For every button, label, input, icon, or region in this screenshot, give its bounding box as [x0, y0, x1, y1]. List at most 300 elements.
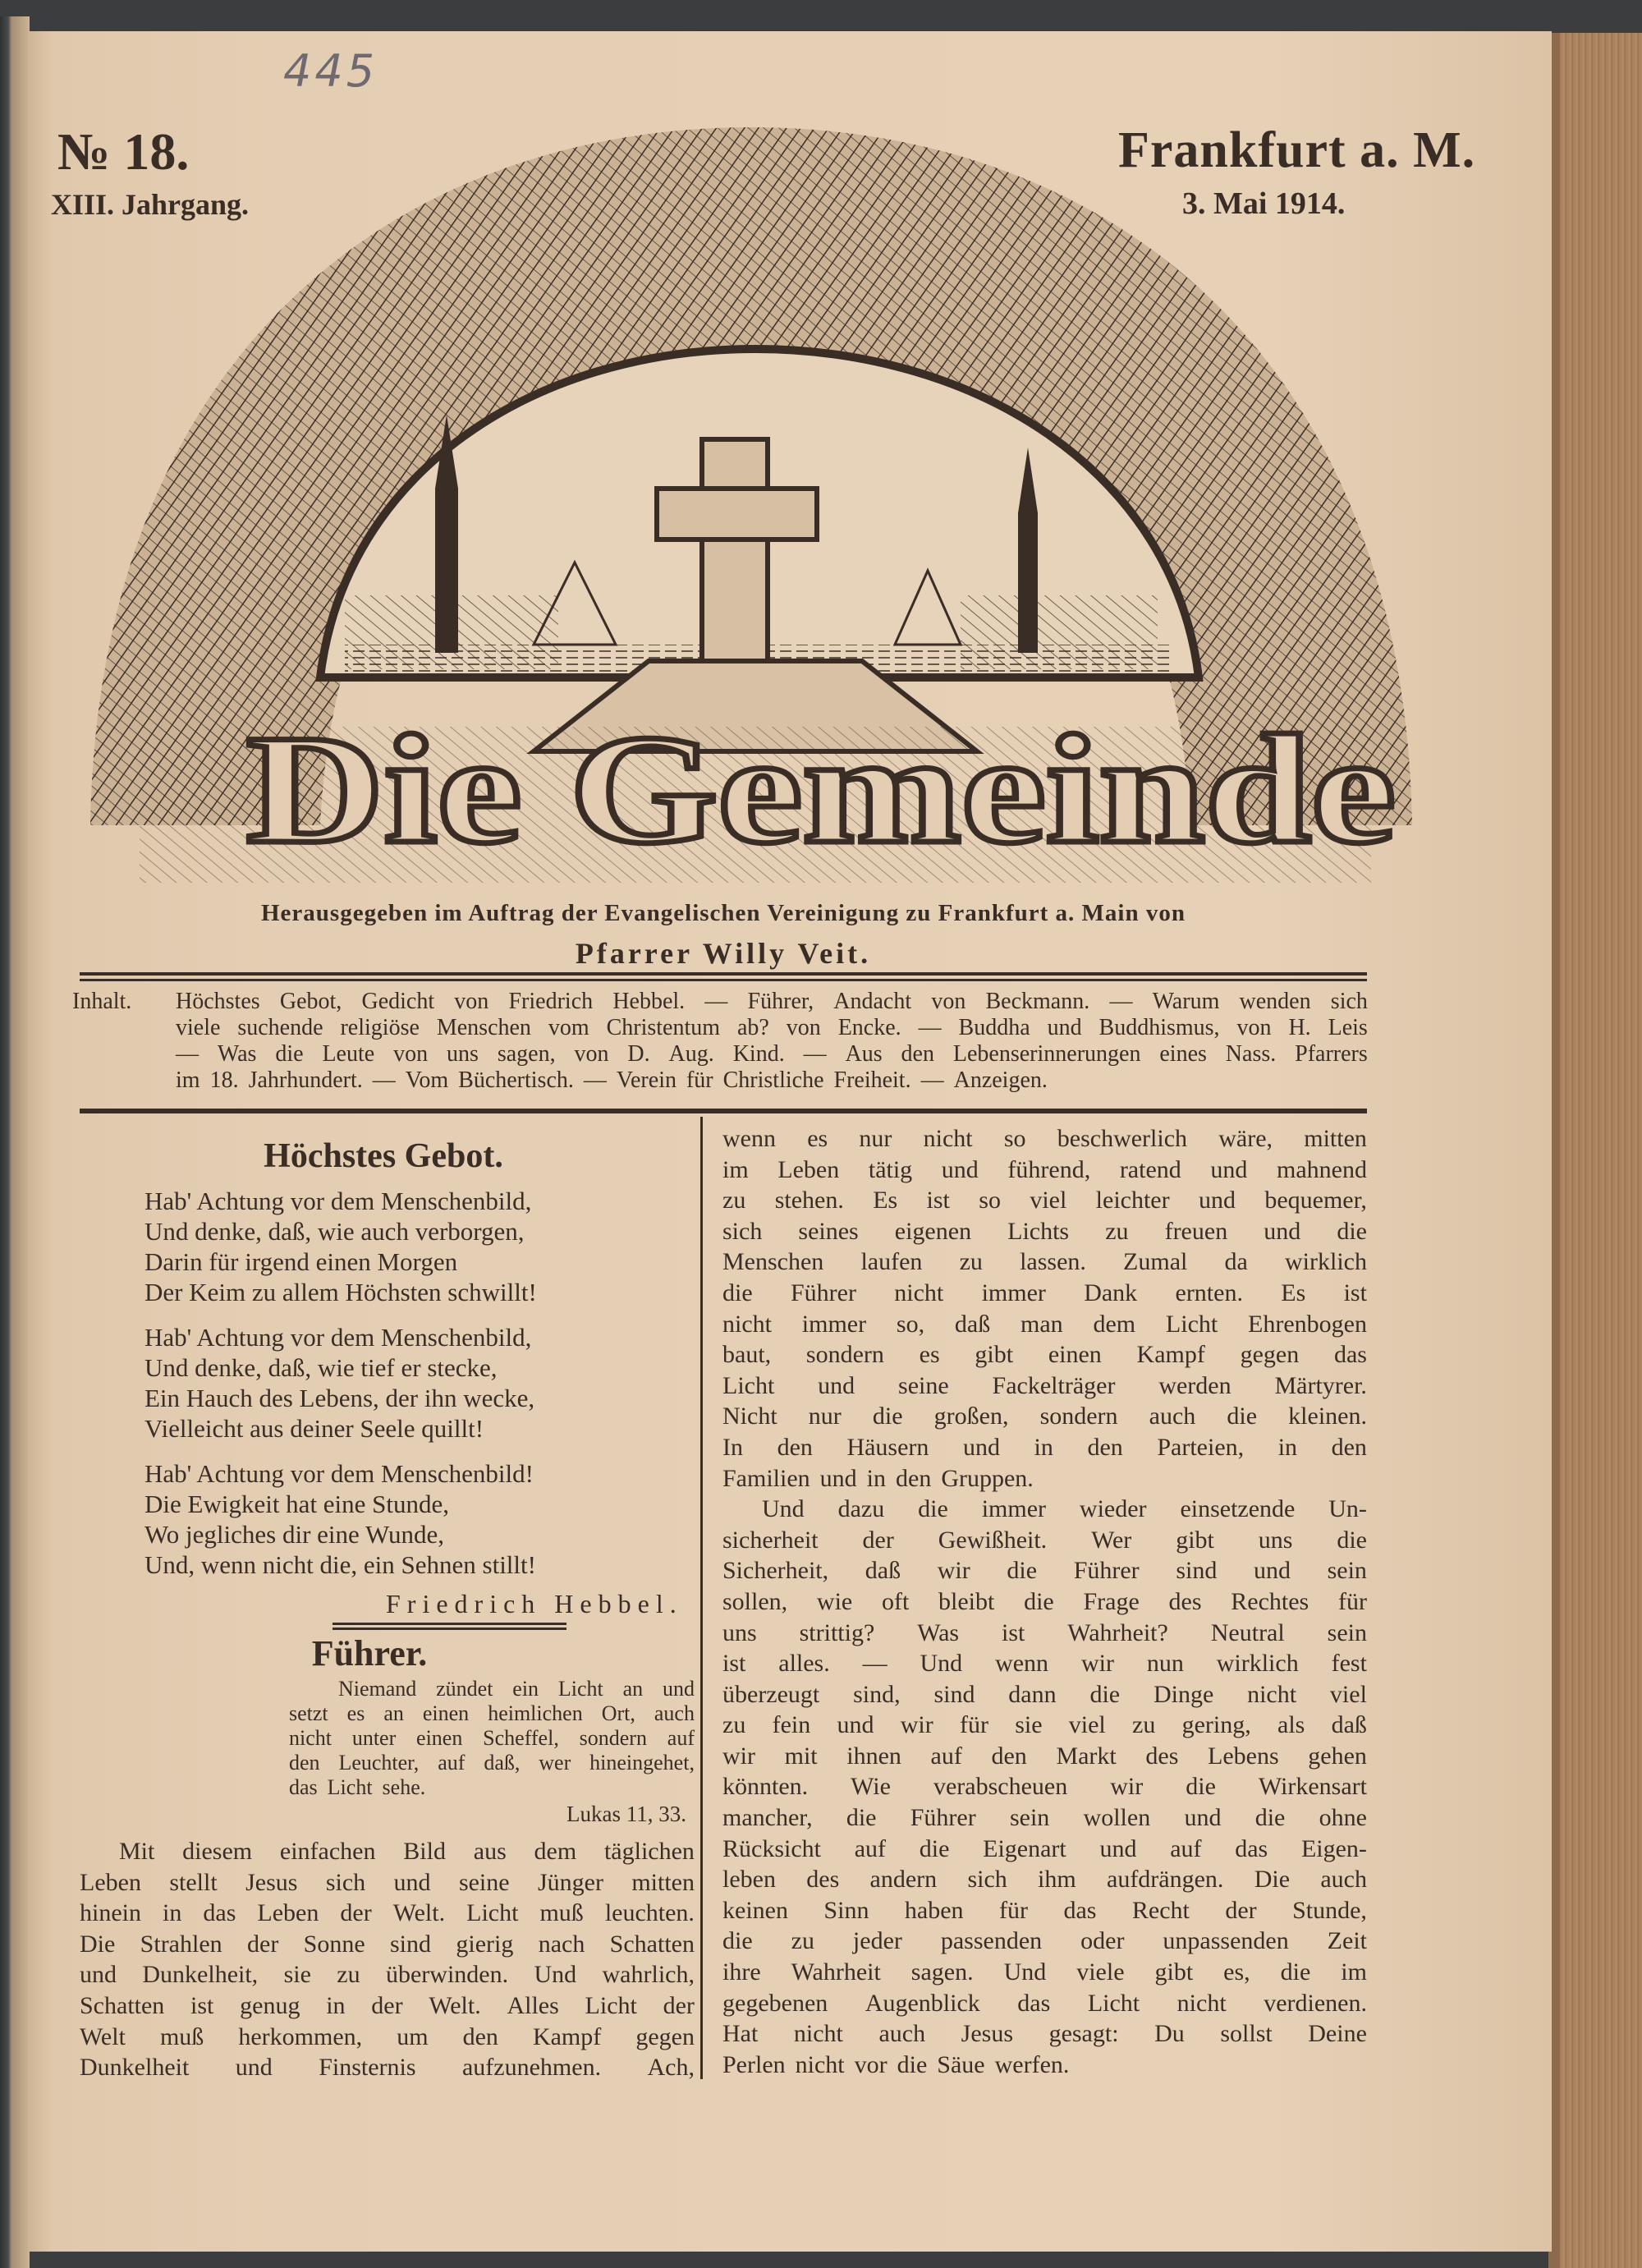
- word: Nass.: [1225, 1041, 1277, 1067]
- text-line: [80, 2022, 695, 2053]
- word: den: [991, 1742, 1027, 1770]
- word: unpassenden: [1163, 1927, 1289, 1955]
- word: gering,: [1181, 1711, 1251, 1739]
- word: genug: [240, 1991, 300, 2019]
- text-line: [722, 1432, 1367, 1463]
- poem-line: Und denke, daß, wie auch verborgen,: [144, 1217, 525, 1246]
- text-line: [289, 1701, 695, 1726]
- word: wirklich: [1216, 1650, 1299, 1678]
- word: die: [918, 1495, 948, 1523]
- text-line: [722, 1155, 1367, 1186]
- word: zu: [959, 1248, 983, 1276]
- place: Frankfurt a. M.: [1118, 122, 1476, 178]
- word: die: [722, 1927, 753, 1955]
- word: führend,: [1007, 1155, 1091, 1183]
- word: Nicht: [722, 1403, 777, 1430]
- word: Eigenart: [983, 1834, 1066, 1862]
- word: Was: [217, 1041, 257, 1067]
- word: Familien: [722, 1464, 810, 1492]
- word: ernten.: [1175, 1279, 1243, 1306]
- word: Leben: [777, 1155, 840, 1183]
- word: zu: [1105, 1217, 1129, 1245]
- word: wir: [900, 1711, 933, 1739]
- text-line: [722, 1679, 1367, 1710]
- word: immer: [801, 1310, 867, 1338]
- word: des: [806, 1866, 840, 1894]
- word: Lebens: [1208, 1742, 1279, 1770]
- word: Büchertisch.: [458, 1067, 574, 1093]
- word: stellt: [169, 1868, 218, 1896]
- word: Und: [920, 1650, 963, 1678]
- word: die: [872, 1403, 903, 1430]
- word: Rücksicht: [722, 1834, 821, 1862]
- article-title: Führer.: [311, 1633, 428, 1673]
- word: nicht: [1176, 1989, 1227, 2017]
- text-line: [176, 989, 1368, 1015]
- word: und: [837, 1711, 874, 1739]
- epigraph: [289, 1677, 695, 1800]
- word: ihnen: [846, 1742, 901, 1770]
- word: muß: [159, 2022, 204, 2050]
- word: kleinen.: [1288, 1403, 1367, 1430]
- word: Und: [1003, 1958, 1047, 1986]
- poem-stanza: [144, 1186, 537, 1307]
- word: viel: [1329, 1680, 1367, 1708]
- word: an: [383, 1701, 404, 1725]
- word: Aug.: [668, 1041, 714, 1067]
- word: nur: [859, 1125, 892, 1152]
- word: Licht: [585, 1991, 637, 2019]
- word: der: [862, 1526, 894, 1554]
- word: sie: [283, 1961, 311, 1989]
- word: uns: [447, 1041, 479, 1067]
- word: nicht: [894, 1279, 944, 1306]
- word: in: [1034, 1433, 1053, 1461]
- word: einfachen: [279, 1838, 376, 1865]
- text-line: [722, 1926, 1367, 1957]
- word: Welt: [80, 2022, 126, 2050]
- word: für: [686, 1067, 713, 1093]
- text-line: [289, 1677, 695, 1701]
- book-binding-edge: [0, 16, 30, 2268]
- word: und: [1210, 1155, 1248, 1183]
- word: Menschen: [722, 1248, 824, 1276]
- poem-stanza: [144, 1322, 537, 1444]
- word: Schatten: [80, 1991, 165, 2019]
- column-divider: [700, 1117, 703, 2079]
- text-line: [722, 1463, 1367, 1494]
- word: Buddhismus,: [1098, 1015, 1220, 1040]
- word: Licht: [722, 1371, 775, 1399]
- word: mahnend: [1277, 1155, 1367, 1183]
- word: vor: [854, 2050, 888, 2078]
- word: nicht: [289, 1726, 332, 1750]
- word: Augenblick: [865, 1989, 980, 2017]
- word: auf: [1170, 1834, 1202, 1862]
- word: viele: [176, 1015, 221, 1040]
- word: sondern: [1039, 1403, 1118, 1430]
- word: —: [803, 1041, 827, 1067]
- text-line: [722, 1957, 1367, 1988]
- word: Licht: [557, 1677, 603, 1701]
- word: gesagt:: [1048, 2020, 1119, 2048]
- word: als: [1277, 1711, 1305, 1739]
- poem-line: Hab' Achtung vor dem Menschenbild,: [144, 1187, 532, 1215]
- word: hineingehet,: [589, 1751, 695, 1774]
- word: so: [979, 1187, 1001, 1214]
- word: gegen: [1240, 1341, 1300, 1369]
- word: —: [583, 1067, 607, 1093]
- word: aufzunehmen.: [461, 2054, 602, 2082]
- word: aufdrängen.: [1107, 1866, 1224, 1894]
- word: werfen.: [994, 2050, 1070, 2078]
- word: daß: [865, 1557, 901, 1585]
- word: Christliche: [722, 1067, 824, 1093]
- word: 18.: [209, 1067, 239, 1093]
- word: gibt: [975, 1341, 1014, 1369]
- word: zu: [337, 1961, 360, 1989]
- word: so: [1003, 1125, 1026, 1152]
- word: Jesus: [961, 2020, 1013, 2048]
- word: —: [918, 1015, 942, 1040]
- word: Es: [1281, 1279, 1306, 1306]
- contents-lines: [72, 989, 1368, 1094]
- word: auf: [438, 1751, 466, 1774]
- word: sagen,: [497, 1041, 556, 1067]
- word: baut,: [722, 1341, 772, 1369]
- word: einsetzende: [1180, 1495, 1296, 1523]
- word: auch: [654, 1701, 695, 1725]
- word: alles.: [778, 1650, 830, 1678]
- word: jeder: [852, 1927, 902, 1955]
- word: für: [999, 1896, 1028, 1924]
- text-line: [722, 1494, 1367, 1525]
- word: und: [1047, 1015, 1082, 1040]
- word: Lichts: [1007, 1217, 1070, 1245]
- text-line: [722, 1771, 1367, 1802]
- text-line: [176, 1041, 1368, 1067]
- word: daß: [1331, 1711, 1367, 1739]
- word: beschwerlich: [1057, 1125, 1188, 1152]
- word: Ehrenbogen: [1248, 1310, 1367, 1338]
- word: daß: [954, 1310, 991, 1338]
- word: sehe.: [382, 1775, 426, 1799]
- word: und: [818, 1371, 855, 1399]
- word: Wirkensart: [1258, 1773, 1367, 1801]
- word: Un-: [1328, 1495, 1367, 1523]
- word: Führer: [910, 1804, 976, 1832]
- text-line: [722, 2018, 1367, 2050]
- word: Pfarrers: [1295, 1041, 1368, 1067]
- word: daß,: [484, 1751, 521, 1774]
- word: Menschen: [436, 1015, 531, 1040]
- word: wieder: [1079, 1495, 1147, 1523]
- word: sicherheit: [722, 1526, 819, 1554]
- word: In: [722, 1433, 743, 1461]
- word: Und: [534, 1961, 577, 1989]
- poem-body: [144, 1186, 537, 1580]
- poem-line: Die Ewigkeit hat eine Stunde,: [144, 1490, 450, 1518]
- word: —: [920, 1067, 944, 1093]
- word: Welt.: [392, 1899, 446, 1927]
- word: des: [1168, 1587, 1202, 1615]
- word: Leben: [257, 1899, 319, 1927]
- word: für: [1337, 1587, 1367, 1615]
- word: Kind.: [732, 1041, 785, 1067]
- word: Führer,: [747, 989, 814, 1014]
- text-line: [80, 1836, 695, 1867]
- word: immer: [981, 1279, 1046, 1306]
- word: überwinden.: [385, 1961, 509, 1989]
- word: keinen: [722, 1896, 788, 1924]
- word: im: [176, 1067, 200, 1093]
- word: Sicherheit,: [722, 1557, 829, 1585]
- word: nach: [538, 1930, 585, 1958]
- word: den: [777, 1433, 813, 1461]
- word: die: [722, 1279, 753, 1306]
- word: Jünger: [537, 1868, 603, 1896]
- word: wir: [1110, 1773, 1144, 1801]
- word: Strahlen: [140, 1930, 222, 1958]
- word: Eigen-: [1300, 1834, 1367, 1862]
- table-of-contents: [72, 989, 1368, 1094]
- word: da: [1224, 1248, 1248, 1276]
- word: Märtyrer.: [1274, 1371, 1367, 1399]
- word: —: [372, 1067, 396, 1093]
- word: D.: [627, 1041, 650, 1067]
- word: einen: [416, 1726, 463, 1750]
- word: leuchten.: [604, 1899, 695, 1927]
- word: stehen.: [774, 1187, 844, 1214]
- word: Gedicht: [361, 989, 435, 1014]
- word: Wahrheit: [791, 1958, 881, 1986]
- text-line: [722, 1216, 1367, 1247]
- word: den: [462, 2022, 498, 2050]
- word: Leben: [80, 1868, 141, 1896]
- word: Deine: [1308, 2020, 1367, 2048]
- word: zu: [722, 1711, 746, 1739]
- word: dann: [1008, 1680, 1057, 1708]
- word: Friedrich: [508, 989, 594, 1014]
- text-line: [722, 1525, 1367, 1556]
- text-line: [722, 1401, 1367, 1432]
- word: diesem: [182, 1838, 253, 1865]
- section-rule: [333, 1623, 566, 1630]
- word: einen: [422, 1701, 470, 1725]
- word: —: [704, 989, 728, 1014]
- word: seine: [898, 1371, 949, 1399]
- word: Rechtes: [1231, 1587, 1309, 1615]
- word: Gewißheit.: [938, 1526, 1048, 1554]
- word: immer: [981, 1495, 1046, 1523]
- word: heimlichen: [488, 1701, 583, 1725]
- text-line: [289, 1775, 695, 1800]
- word: im: [1341, 1958, 1367, 1986]
- poem-line: Wo jegliches dir eine Wunde,: [144, 1520, 444, 1549]
- word: Wahrheit?: [1067, 1618, 1168, 1646]
- word: in: [866, 1464, 886, 1492]
- poem-stanza: [144, 1458, 537, 1580]
- text-line: [722, 1123, 1367, 1155]
- word: sind: [933, 1680, 975, 1708]
- word: Schatten: [609, 1930, 695, 1958]
- word: die: [1024, 1587, 1054, 1615]
- word: sein: [1327, 1557, 1367, 1585]
- word: ist: [722, 1650, 746, 1678]
- word: laufen: [860, 1248, 923, 1276]
- word: sind: [390, 1930, 432, 1958]
- word: Du: [1154, 2020, 1185, 2048]
- word: könnten.: [722, 1773, 809, 1801]
- text-line: [722, 1185, 1367, 1216]
- text-line: [722, 1339, 1367, 1370]
- word: herkommen,: [238, 2022, 363, 2050]
- word: und: [662, 1677, 695, 1701]
- word: Gruppen.: [941, 1464, 1034, 1492]
- epigraph-source: Lukas 11, 33.: [566, 1802, 686, 1826]
- word: Stunde,: [1292, 1896, 1367, 1924]
- word: die: [1186, 1773, 1216, 1801]
- word: man: [1021, 1310, 1063, 1338]
- word: gibt: [1154, 1958, 1194, 1986]
- word: auch: [1320, 1866, 1367, 1894]
- word: wir: [937, 1557, 970, 1585]
- word: die: [1254, 1804, 1286, 1832]
- text-line: [80, 1867, 695, 1898]
- word: von: [454, 989, 489, 1014]
- text-line: [722, 1864, 1367, 1895]
- word: die: [1337, 1217, 1367, 1245]
- word: Leute: [322, 1041, 375, 1067]
- issue-number: № 18.: [57, 122, 190, 181]
- word: bequemer,: [1264, 1187, 1367, 1214]
- word: das: [1333, 1341, 1367, 1369]
- word: es: [919, 1341, 940, 1369]
- word: die: [1007, 1557, 1038, 1585]
- contents-label: Inhalt.: [72, 989, 132, 1014]
- word: unter: [351, 1726, 397, 1750]
- text-line: [722, 1246, 1367, 1278]
- word: großen,: [933, 1403, 1009, 1430]
- word: fest: [1331, 1650, 1367, 1678]
- word: nicht: [1247, 1680, 1297, 1708]
- word: H.: [1288, 1015, 1311, 1040]
- word: nicht: [793, 2020, 843, 2048]
- word: auf: [930, 1742, 962, 1770]
- word: an: [622, 1677, 644, 1701]
- editor-name: Pfarrer Willy Veit.: [575, 937, 872, 970]
- word: sie: [1015, 1711, 1043, 1739]
- word: tätig: [868, 1155, 913, 1183]
- word: ist: [190, 1991, 214, 2019]
- word: wäre,: [1218, 1125, 1273, 1152]
- word: sind,: [853, 1680, 901, 1708]
- word: Dank: [1084, 1279, 1138, 1306]
- double-rule: [80, 972, 1367, 981]
- word: viel: [1030, 1187, 1067, 1214]
- word: Führer: [790, 1279, 856, 1306]
- word: Licht: [327, 1775, 373, 1799]
- word: das: [1235, 1834, 1268, 1862]
- word: Welt.: [429, 1991, 481, 2019]
- word: sondern: [805, 1341, 884, 1369]
- word: sein: [1009, 1804, 1050, 1832]
- text-line: [80, 1929, 695, 1960]
- word: im: [722, 1155, 749, 1183]
- heavy-rule: [80, 1109, 1367, 1113]
- word: das: [203, 1899, 236, 1927]
- word: —: [862, 1650, 888, 1678]
- word: zu: [722, 1187, 746, 1214]
- word: von: [931, 989, 966, 1014]
- word: von: [1236, 1015, 1272, 1040]
- word: auch: [878, 2020, 926, 2048]
- word: suchende: [237, 1015, 323, 1040]
- word: nur: [808, 1403, 842, 1430]
- word: von: [786, 1015, 821, 1040]
- word: nicht: [722, 1310, 772, 1338]
- word: Leis: [1328, 1015, 1368, 1040]
- poem-line: Vielleicht aus deiner Seele quillt!: [144, 1414, 484, 1443]
- word: die: [919, 1834, 950, 1862]
- word: für: [959, 1711, 988, 1739]
- word: wir: [722, 1742, 755, 1770]
- publisher-line: Herausgegeben im Auftrag der Evangelischen Vereinigung zu Frankfurt a. Main von: [261, 900, 1186, 926]
- word: ist: [1002, 1618, 1025, 1646]
- word: Was: [917, 1618, 960, 1646]
- word: täglichen: [603, 1838, 695, 1865]
- word: die: [1089, 1680, 1121, 1708]
- word: ist: [926, 1187, 950, 1214]
- word: so,: [896, 1310, 925, 1338]
- word: die: [846, 1804, 877, 1832]
- page-stack-edge: [1548, 33, 1642, 2268]
- word: eines: [1159, 1041, 1207, 1067]
- word: dazu: [837, 1495, 885, 1523]
- word: mit: [784, 1742, 818, 1770]
- word: Verein: [616, 1067, 677, 1093]
- masthead-title: Die Gemeinde: [246, 704, 1396, 876]
- word: überzeugt: [722, 1680, 820, 1708]
- word: religiöse: [340, 1015, 420, 1040]
- word: von: [393, 1041, 429, 1067]
- text-line: [722, 1370, 1367, 1402]
- word: sich: [722, 1217, 763, 1245]
- word: der: [247, 1930, 279, 1958]
- word: gegebenen: [722, 1989, 828, 2017]
- word: zündet: [436, 1677, 493, 1701]
- word: Licht: [1087, 1989, 1140, 2017]
- word: gierig: [456, 1930, 514, 1958]
- text-line: [722, 1618, 1367, 1649]
- word: und: [1184, 1804, 1222, 1832]
- word: sich: [967, 1866, 1007, 1894]
- word: passenden: [940, 1927, 1043, 1955]
- text-line: [722, 1309, 1367, 1340]
- word: Ach,: [647, 2054, 695, 2082]
- word: gibt: [1176, 1526, 1214, 1554]
- word: Lebenserinnerungen: [952, 1041, 1141, 1067]
- word: dem: [1093, 1310, 1136, 1338]
- word: Wie: [851, 1773, 891, 1801]
- word: zu: [791, 1927, 814, 1955]
- word: Wer: [1091, 1526, 1132, 1554]
- word: wir: [1080, 1650, 1114, 1678]
- word: viel: [1068, 1711, 1106, 1739]
- word: ihm: [1038, 1866, 1076, 1894]
- word: Dinge: [1153, 1680, 1214, 1708]
- word: bleibt: [938, 1587, 995, 1615]
